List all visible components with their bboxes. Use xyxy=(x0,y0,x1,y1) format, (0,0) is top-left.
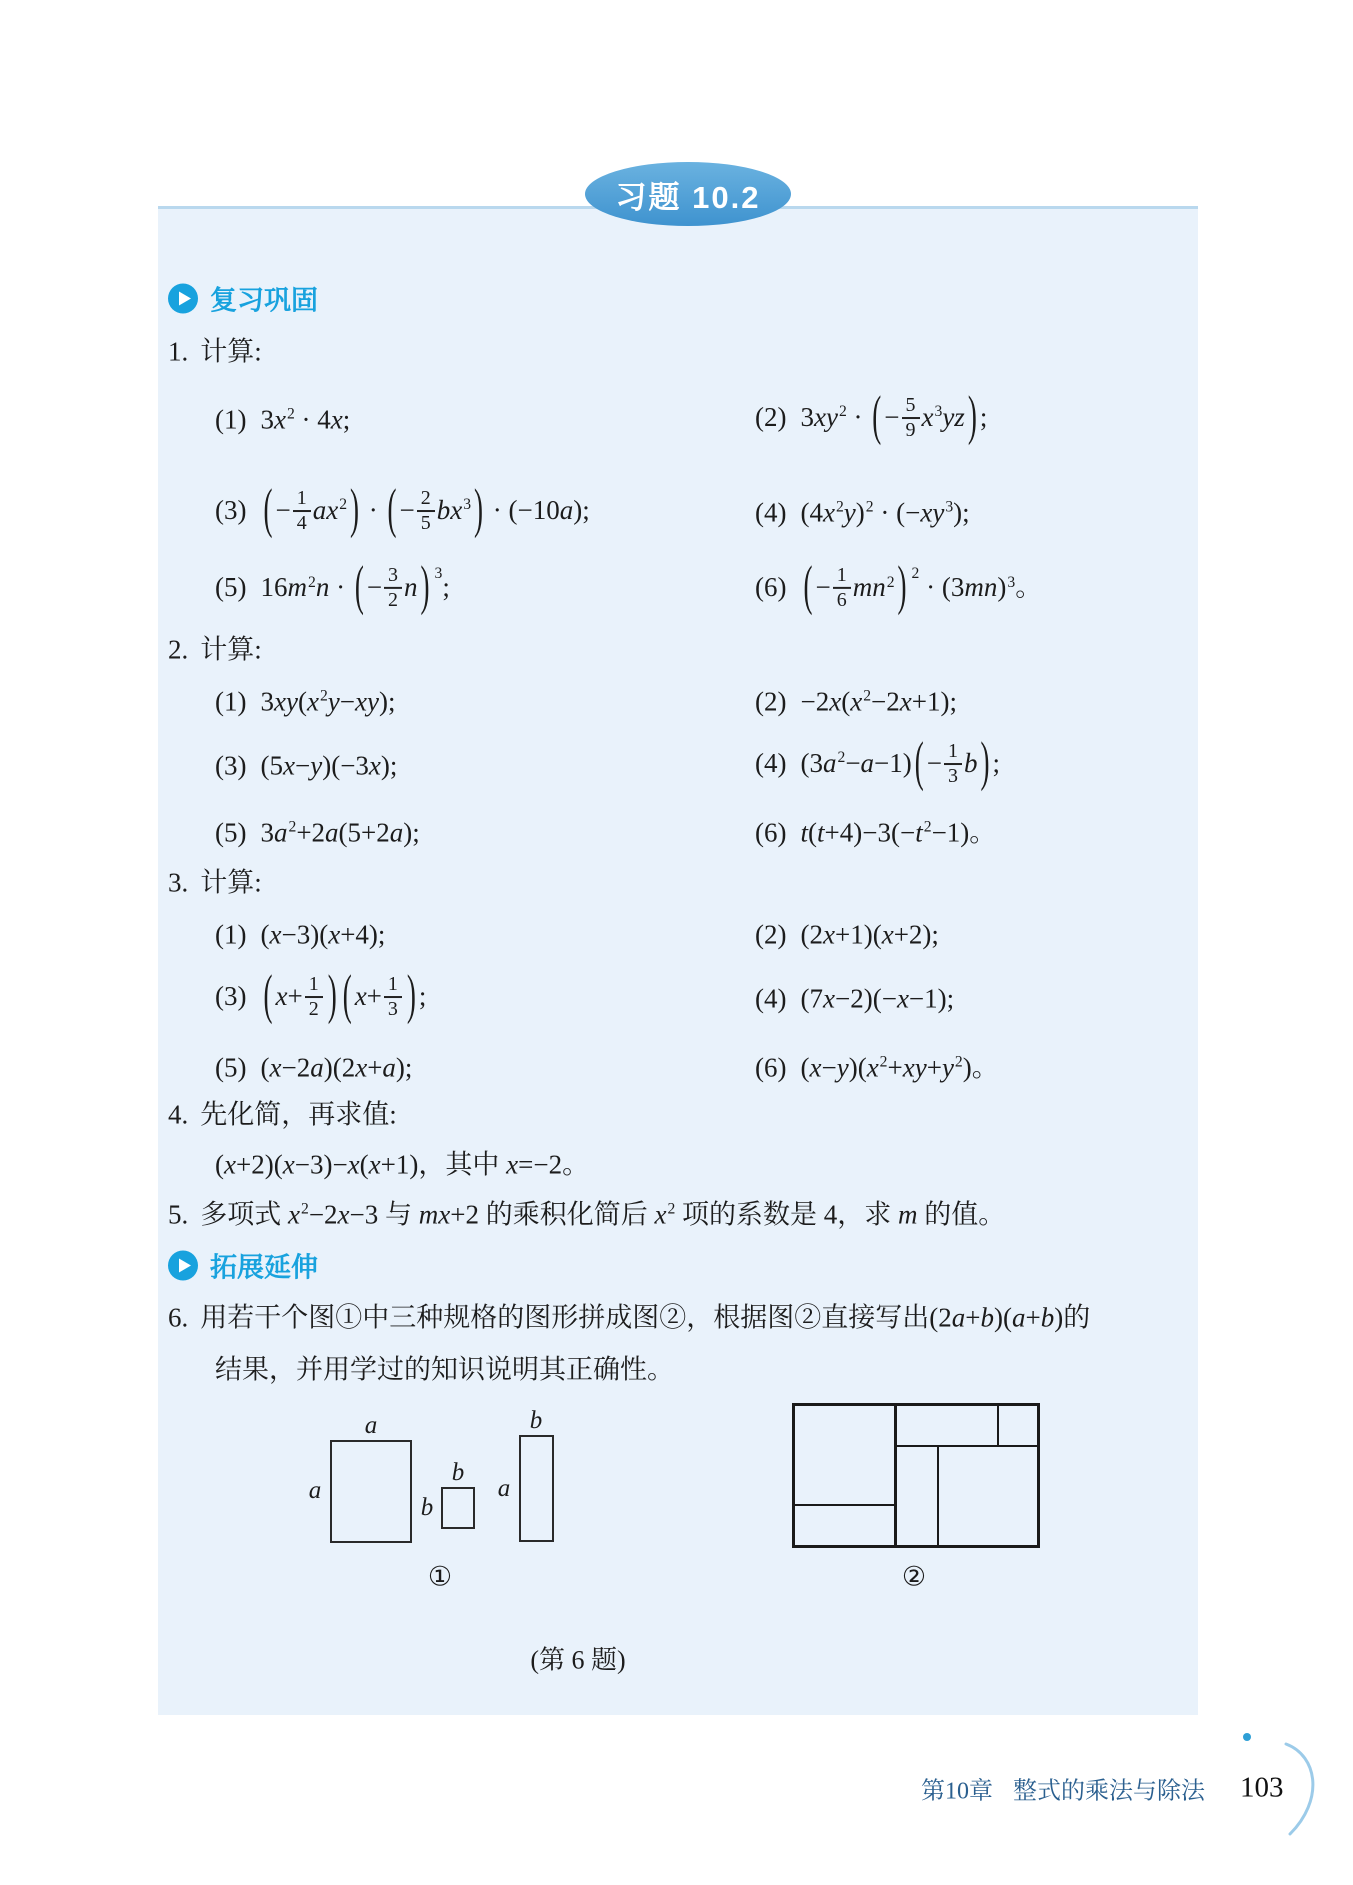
problem1-heading xyxy=(168,336,262,367)
item-expression: $16m^2n$ · ( − $\frac{3}{2}$ n ) $^3$; xyxy=(260,554,450,617)
fig1-square-a-top-label: a xyxy=(364,1412,378,1439)
item-number: (1) xyxy=(215,404,247,435)
fig2-composite-rect xyxy=(792,1403,1040,1548)
item-expression: $3xy(x^2y-xy)$; xyxy=(260,686,396,717)
fig1-square-a-left-label: a xyxy=(308,1477,322,1504)
play-icon xyxy=(168,1250,198,1280)
footer-chapter-title: 整式的乘法与除法 xyxy=(1013,1778,1205,1805)
exercise-item xyxy=(215,817,420,848)
problem-number: 5. xyxy=(168,1199,189,1230)
page-number: 103 xyxy=(1240,1771,1284,1804)
item-expression: $3a^2+2a(5+2a)$; xyxy=(260,817,420,848)
footer-arc-decoration xyxy=(1282,1736,1334,1840)
item-expression: $t(t+4)-3(-t^2-1)$。 xyxy=(800,817,997,848)
item-expression: (5x−y)(−3x); xyxy=(260,750,398,781)
problem-number: 1. xyxy=(168,336,189,367)
item-number: (1) xyxy=(215,686,247,717)
item-expression: (x−3)(x+4); xyxy=(260,919,386,950)
problem3-heading xyxy=(168,867,262,898)
problem-number: 6. xyxy=(168,1302,189,1333)
exercise-badge xyxy=(585,162,791,226)
item-number: (2) xyxy=(755,686,787,717)
problem-prompt: 计算: xyxy=(200,867,262,898)
item-number: (5) xyxy=(215,817,247,848)
exercise-item xyxy=(215,1052,413,1083)
footer-dot-decoration xyxy=(1243,1733,1251,1741)
problem-number: 2. xyxy=(168,634,189,665)
fig1-rect-left-label: a xyxy=(497,1475,511,1502)
problem6-line2: 结果，并用学过的知识说明其正确性。 xyxy=(215,1354,674,1385)
problem-prompt: 先化简，再求值: xyxy=(200,1099,397,1130)
problem-text: 用若干个图①中三种规格的图形拼成图②，根据图②直接写出(2a+b)(a+b)的 xyxy=(200,1302,1091,1333)
problem4-heading xyxy=(168,1099,397,1130)
item-number: (5) xyxy=(215,1052,247,1083)
section-extend-title: 拓展延伸 xyxy=(210,1252,318,1283)
item-expression: ( x+ $\frac{1}{2}$ ) ( x+ $\frac{1}{3}$ ) ; xyxy=(263,963,427,1026)
fig2-topright-vline xyxy=(997,1406,999,1445)
item-expression: $3x^2 \cdot 4x$; xyxy=(260,404,351,435)
item-expression: $(4x^2y)^2 \cdot (-xy^3)$; xyxy=(800,497,970,528)
exercise-item xyxy=(755,384,988,447)
fig1-square-b-left-label: b xyxy=(420,1494,434,1521)
exercise-item xyxy=(215,554,450,617)
exercise-item xyxy=(755,817,997,848)
fig2-tag: ② xyxy=(901,1561,927,1592)
item-expression: $(x-y)(x^2+xy+y^2)$。 xyxy=(800,1052,999,1083)
footer-chapter-line xyxy=(0,1771,1205,1806)
fig1-rect-ab xyxy=(519,1435,554,1542)
item-number: (4) xyxy=(755,983,787,1014)
item-number: (5) xyxy=(215,572,247,603)
exercise-badge-label: 习题 10.2 xyxy=(615,179,761,215)
exercise-item xyxy=(215,404,351,435)
item-expression: $3xy^2$ · ( − $\frac{5}{9}$ $x^3yz$ ) ; xyxy=(800,384,988,447)
problem6-line1 xyxy=(168,1302,1091,1333)
item-number: (2) xyxy=(755,402,787,433)
item-expression: $-2x(x^2-2x+1)$; xyxy=(800,686,957,717)
section-extend xyxy=(168,1246,318,1285)
exercise-item xyxy=(755,983,955,1014)
exercise-item xyxy=(755,919,939,950)
item-number: (6) xyxy=(755,817,787,848)
exercise-item xyxy=(755,1052,999,1083)
item-expression: $(3a^2-a-1)$ ( − $\frac{1}{3}$ b ) ; xyxy=(800,730,1001,793)
problem-text: 多项式 $x^2-2x-3$ 与 mx+2 的乘积化简后 $x^2$ 项的系数是 4，求 m 的值。 xyxy=(200,1199,1006,1230)
fig1-tag: ① xyxy=(427,1561,453,1592)
problem-number: 3. xyxy=(168,867,189,898)
exercise-item xyxy=(215,919,386,950)
play-icon xyxy=(168,283,198,313)
exercise-item xyxy=(215,963,427,1026)
fig2-right-hline xyxy=(897,1445,1037,1447)
item-number: (4) xyxy=(755,497,787,528)
section-review-title: 复习巩固 xyxy=(210,285,318,316)
item-number: (1) xyxy=(215,919,247,950)
fig2-left-hline xyxy=(795,1504,894,1506)
exercise-item xyxy=(755,554,1043,617)
problem-prompt: 计算: xyxy=(200,634,262,665)
fig1-square-b xyxy=(441,1487,475,1529)
exercise-item xyxy=(755,497,970,528)
exercise-item xyxy=(755,730,1001,793)
item-number: (3) xyxy=(215,981,247,1012)
item-number: (3) xyxy=(215,750,247,781)
problem2-heading xyxy=(168,634,262,665)
item-number: (4) xyxy=(755,748,787,779)
footer-chapter-number: 第10章 xyxy=(921,1778,993,1805)
fig1-rect-top-label: b xyxy=(529,1407,543,1434)
exercise-item xyxy=(755,686,957,717)
fig2-bottomright-vline xyxy=(937,1447,939,1545)
item-expression: (x−2a)(2x+a); xyxy=(260,1052,413,1083)
item-expression: (7x−2)(−x−1); xyxy=(800,983,955,1014)
item-expression: (2x+1)(x+2); xyxy=(800,919,939,950)
item-number: (6) xyxy=(755,572,787,603)
item-expression: ( − $\frac{1}{4}$ $ax^2$ ) · ( − $\frac{2}{5}$ $bx^3$ ) · (−10a); xyxy=(263,477,590,540)
fig1-square-a xyxy=(330,1440,412,1543)
exercise-item xyxy=(215,686,396,717)
fig2-divider-vertical xyxy=(894,1406,897,1545)
section-review xyxy=(168,279,318,318)
item-number: (3) xyxy=(215,495,247,526)
item-expression: ( − $\frac{1}{6}$ $mn^2$ ) $^2 \cdot (3mn)^3$。 xyxy=(803,554,1043,617)
exercise-item xyxy=(215,477,590,540)
item-number: (6) xyxy=(755,1052,787,1083)
problem-prompt: 计算: xyxy=(200,336,262,367)
problem-number: 4. xyxy=(168,1099,189,1130)
figure-caption: (第 6 题) xyxy=(530,1645,626,1675)
problem4-expression: (x+2)(x−3)−x(x+1)，其中 x=−2。 xyxy=(215,1149,590,1180)
problem5-line xyxy=(168,1199,1006,1230)
fig1-square-b-top-label: b xyxy=(451,1459,465,1486)
item-number: (2) xyxy=(755,919,787,950)
exercise-item xyxy=(215,750,398,781)
